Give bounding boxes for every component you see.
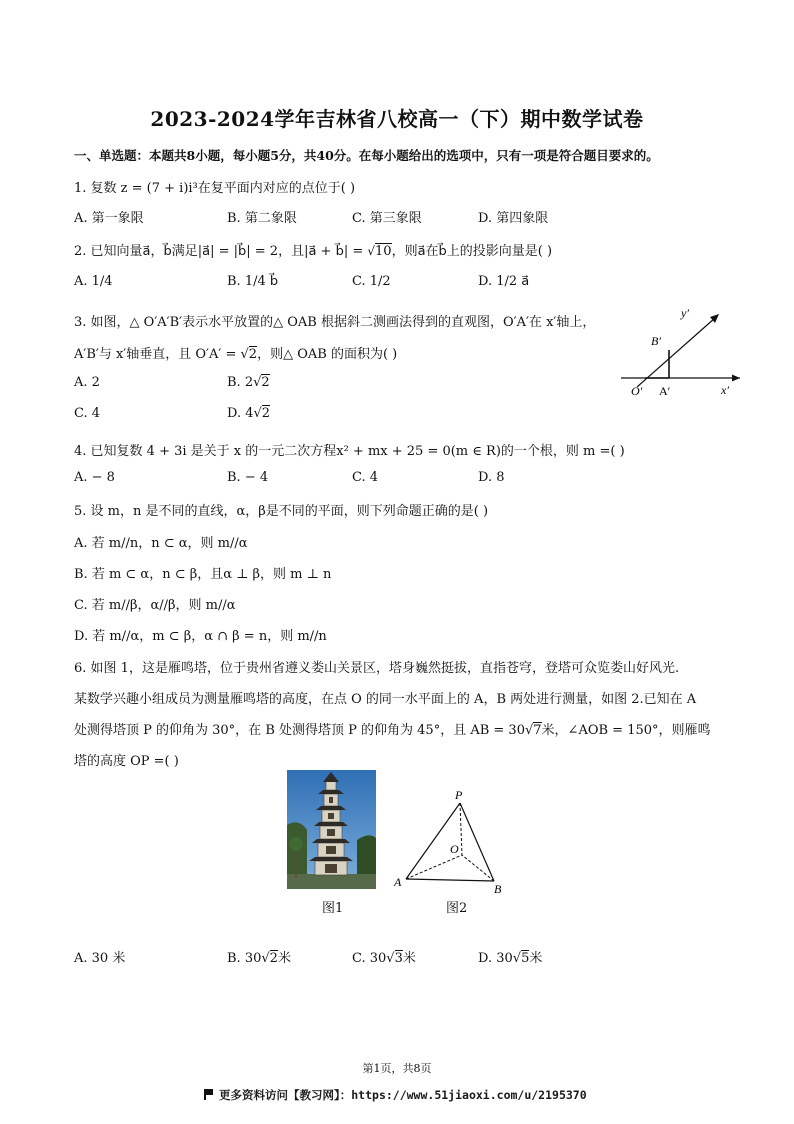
- q1-option-c: C. 第三象限: [352, 211, 422, 226]
- q6-option-d: D. 30√5米: [478, 951, 543, 966]
- q6-pyramid-diagram: [390, 785, 515, 895]
- q5-option-a: A. 若 m//n，n ⊂ α，则 m//α: [74, 536, 248, 551]
- edge-p-o: [460, 803, 462, 855]
- resource-link-text[interactable]: 更多资料访问【教习网】：https://www.51jiaoxi.com/u/2195370: [219, 1088, 587, 1102]
- q3-option-d-sqrt: 2: [261, 406, 271, 421]
- x-axis-arrow-icon: [732, 375, 740, 382]
- q1-option-d: D. 第四象限: [478, 211, 549, 226]
- figure-1-caption: 图1: [322, 901, 344, 916]
- q3-option-b: B. 2√2: [227, 375, 270, 390]
- resource-link[interactable]: [204, 1087, 587, 1103]
- question-6-line1: 6. 如图 1，这是雁鸣塔，位于贵州省遵义娄山关景区，塔身巍然挺拔，直指苍穹，登塔可众览娄山好风光.: [74, 661, 680, 676]
- q6-line3-part1: 处测得塔顶 P 的仰角为 30°，在 B 处测得塔顶 P 的仰角为 45°，且 AB = 30: [74, 723, 525, 738]
- label-o: O: [450, 842, 459, 856]
- q6-option-b-prefix: B. 30: [227, 951, 262, 966]
- q3-option-b-prefix: B. 2: [227, 375, 254, 390]
- label-o: O′: [631, 384, 643, 398]
- q6-option-d-prefix: D. 30: [478, 951, 513, 966]
- figure-2-caption: 图2: [446, 901, 468, 916]
- q2-stem-part2: ，则a⃗在b⃗上的投影向量是( ): [391, 244, 553, 259]
- y-axis-line: [637, 318, 715, 387]
- label-a: A′: [659, 384, 671, 398]
- edge-b-o: [462, 855, 494, 881]
- q6-line3-sqrt: 7: [533, 723, 542, 738]
- page-title: 2023-2024学年吉林省八校高一（下）期中数学试卷: [150, 107, 644, 131]
- q5-option-d: D. 若 m//α，m ⊂ β，α ∩ β = n，则 m//n: [74, 629, 327, 644]
- section-heading: 一、单选题：本题共8小题，每小题5分，共40分。在每小题给出的选项中，只有一项是符合题目要求的。: [74, 148, 659, 163]
- q6-option-d-unit: 米: [529, 951, 543, 966]
- q3-line2-sqrt: 2: [248, 347, 258, 362]
- question-3-line2: A′B′与 x′轴垂直，且 O′A′ = √2，则△ OAB 的面积为( ): [74, 347, 398, 362]
- question-2-stem: 2. 已知向量a⃗，b⃗满足|a⃗| = |b⃗| = 2，且|a⃗ + b⃗| = √10，则a⃗在b⃗上的投影向量是( ): [74, 244, 553, 259]
- q1-option-a: A. 第一象限: [74, 211, 144, 226]
- page-footer: 第1页，共8页: [362, 1062, 432, 1075]
- question-6-line3: 处测得塔顶 P 的仰角为 30°，在 B 处测得塔顶 P 的仰角为 45°，且 AB = 30√7米，∠AOB = 150°，则雁鸣: [74, 723, 711, 738]
- q4-option-c: C. 4: [352, 470, 379, 485]
- pagoda-photo: [287, 770, 376, 889]
- q3-oblique-diagram: [615, 303, 745, 403]
- q6-option-b-unit: 米: [277, 951, 291, 966]
- q6-option-d-sqrt: 5: [521, 951, 530, 966]
- q3-option-c: C. 4: [74, 406, 101, 421]
- q6-option-c-sqrt: 3: [394, 951, 403, 966]
- label-a: A: [394, 875, 402, 889]
- q4-option-d: D. 8: [478, 470, 505, 485]
- question-4-stem: 4. 已知复数 4 + 3i 是关于 x 的一元二次方程x² + mx + 25 = 0(m ∈ R)的一个根，则 m =( ): [74, 444, 625, 459]
- q6-option-b-sqrt: 2: [269, 951, 278, 966]
- flag-icon: [204, 1089, 213, 1100]
- q3-line2-part2: ，则△ OAB 的面积为( ): [257, 347, 398, 362]
- label-y: y′: [681, 306, 689, 320]
- q6-line3-part2: 米，∠AOB = 150°，则雁鸣: [541, 723, 711, 738]
- q2-stem-part1: 2. 已知向量a⃗，b⃗满足|a⃗| = |b⃗| = 2，且|a⃗ + b⃗| =: [74, 244, 368, 259]
- label-x: x′: [721, 383, 729, 397]
- q3-option-d: D. 4√2: [227, 406, 271, 421]
- question-6-line2: 某数学兴趣小组成员为测量雁鸣塔的高度，在点 O 的同一水平面上的 A，B 两处进行测量，如图 2.已知在 A: [74, 692, 697, 707]
- q6-option-c-prefix: C. 30: [352, 951, 387, 966]
- q6-option-a: A. 30 米: [74, 951, 126, 966]
- q4-option-a: A. − 8: [74, 470, 115, 485]
- question-6-line4: 塔的高度 OP =( ): [74, 754, 179, 769]
- q2-option-d: D. 1/2 a⃗: [478, 274, 530, 289]
- edge-p-b: [460, 803, 494, 881]
- q6-option-b: B. 30√2米: [227, 951, 291, 966]
- question-3-line1: 3. 如图，△ O′A′B′表示水平放置的△ OAB 根据斜二测画法得到的直观图，O′A′在 x′轴上，: [74, 315, 596, 330]
- label-b: B: [494, 882, 502, 895]
- q5-option-b: B. 若 m ⊂ α，n ⊂ β，且α ⊥ β，则 m ⊥ n: [74, 567, 332, 582]
- q5-option-c: C. 若 m//β，α//β，则 m//α: [74, 598, 236, 613]
- q2-stem-sqrt: 10: [375, 244, 392, 259]
- q6-option-c-unit: 米: [402, 951, 416, 966]
- q3-option-b-sqrt: 2: [261, 375, 270, 390]
- q1-option-b: B. 第二象限: [227, 211, 297, 226]
- q3-option-d-prefix: D. 4: [227, 406, 254, 421]
- q6-option-c: C. 30√3米: [352, 951, 416, 966]
- edge-p-a: [406, 803, 460, 879]
- q3-option-a: A. 2: [74, 375, 100, 390]
- label-p: P: [455, 788, 463, 802]
- q4-option-b: B. − 4: [227, 470, 269, 485]
- edge-a-b: [406, 879, 494, 881]
- label-b: B′: [651, 334, 661, 348]
- q3-line2-part1: A′B′与 x′轴垂直，且 O′A′ =: [74, 347, 241, 362]
- question-5-stem: 5. 设 m，n 是不同的直线，α，β是不同的平面，则下列命题正确的是( ): [74, 504, 489, 519]
- q2-option-a: A. 1/4: [74, 274, 113, 289]
- q2-option-c: C. 1/2: [352, 274, 391, 289]
- question-1-stem: 1. 复数 z = (7 + i)i³在复平面内对应的点位于( ): [74, 181, 356, 196]
- q2-option-b: B. 1/4 b⃗: [227, 274, 279, 289]
